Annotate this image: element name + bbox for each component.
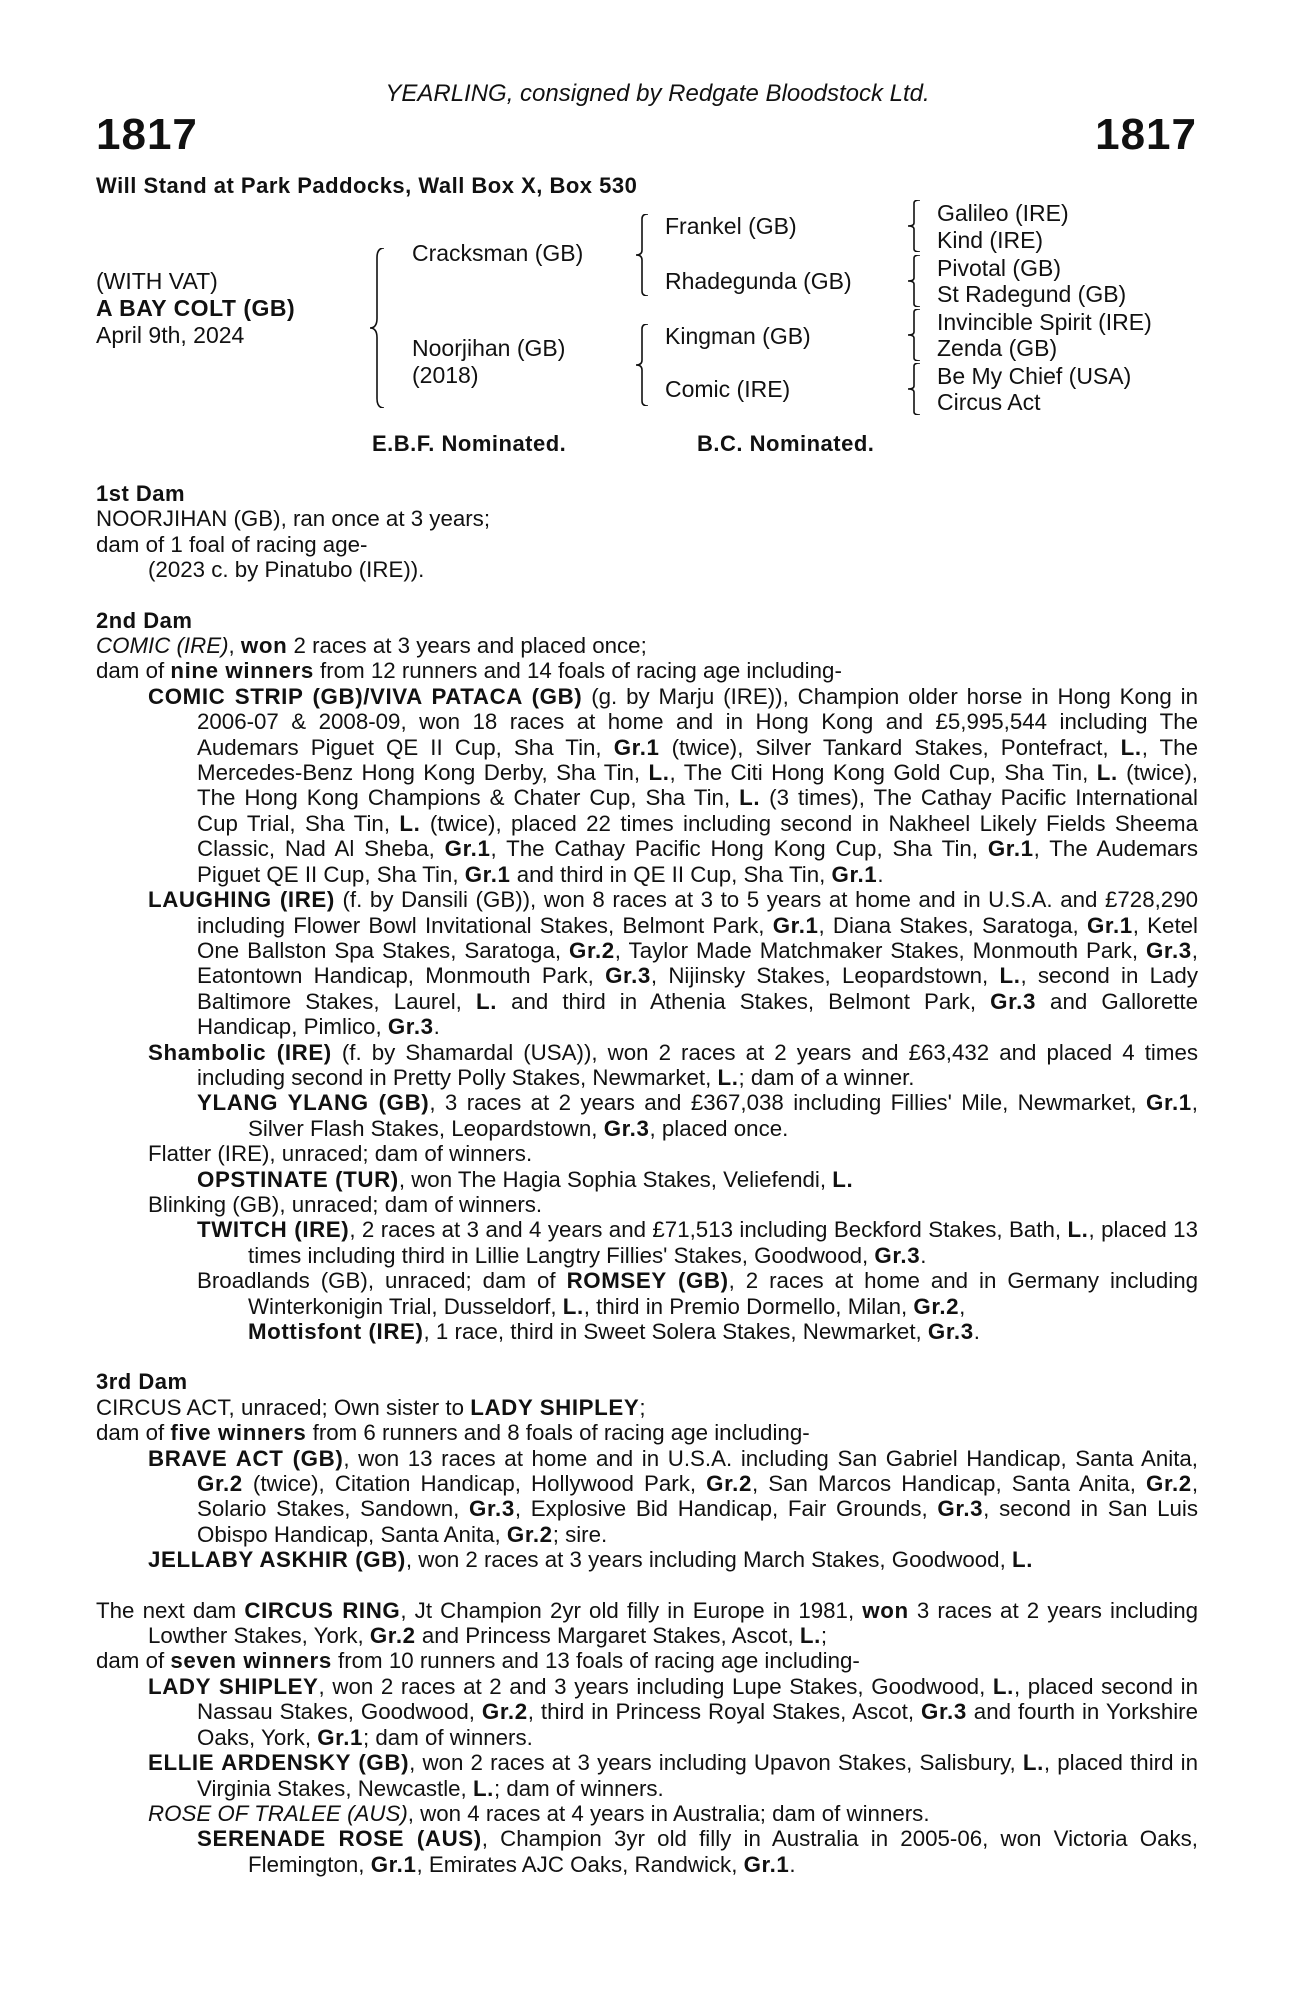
text-run: , Ketel One Ballston Spa Stakes, Saratoga,: [197, 912, 1199, 963]
bold-text: Gr.3: [990, 988, 1036, 1014]
text-run: , won The Hagia Sophia Stakes, Veliefendi,: [398, 1166, 833, 1192]
text-run: , second in Lady Baltimore Stakes, Laurel,: [197, 963, 1198, 1014]
text-run: , Silver Flash Stakes, Leopardstown,: [248, 1090, 1198, 1141]
record-paragraph: [96, 1801, 1198, 1826]
text-run: .: [973, 1319, 980, 1344]
text-run: ,: [228, 633, 241, 659]
section-title: 3rd Dam: [96, 1369, 188, 1395]
record-paragraph: [96, 506, 1198, 531]
bold-text: Gr.3: [921, 1699, 967, 1725]
bold-text: Gr.1: [317, 1724, 364, 1750]
bold-text: L.: [1011, 1547, 1033, 1573]
bold-text: Gr.1: [464, 861, 511, 887]
gen3-ancestor: Circus Act: [937, 389, 1041, 415]
record-paragraph: [96, 1319, 1198, 1344]
bold-text: Gr.1: [370, 1851, 417, 1877]
bold-text: Gr.1: [987, 836, 1034, 862]
dam-section: [96, 1369, 1198, 1572]
record-paragraph: [96, 1167, 1198, 1192]
text-run: , Solario Stakes, Sandown,: [197, 1471, 1199, 1522]
record-paragraph: [96, 684, 1198, 887]
text-run: .: [433, 1014, 440, 1040]
bold-text: Gr.1: [1146, 1090, 1192, 1116]
bold-text: five winners: [170, 1420, 307, 1446]
bold-text: L.: [992, 1673, 1014, 1699]
dam-section: [96, 608, 1198, 1345]
foaling-date: April 9th, 2024: [96, 322, 245, 348]
bold-text: L.: [739, 785, 761, 811]
bold-text: SERENADE ROSE (AUS): [197, 1826, 482, 1852]
granddam-maternal: Comic (IRE): [665, 376, 791, 402]
bold-text: LADY SHIPLEY: [470, 1394, 640, 1420]
text-run: CIRCUS ACT, unraced; Own sister to: [96, 1394, 471, 1420]
bold-text: L.: [1067, 1217, 1089, 1243]
record-paragraph: [96, 1674, 1198, 1750]
lot-number-left: 1817: [96, 110, 198, 159]
gen3-ancestor: Be My Chief (USA): [937, 363, 1132, 389]
text-run: 3 races at 2 years including Lowther Stakes, York,: [148, 1597, 1199, 1649]
text-run: , won 2 races at 3 years including Upavon Stakes, Salisbury,: [409, 1750, 1023, 1776]
text-run: ,: [959, 1293, 966, 1319]
text-run: and Princess Margaret Stakes, Ascot,: [415, 1623, 800, 1649]
bold-text: L.: [399, 810, 421, 836]
text-run: , placed second in Nassau Stakes, Goodwood,: [197, 1673, 1198, 1725]
bold-text: Gr.3: [1145, 937, 1192, 963]
bold-text: Gr.1: [613, 734, 660, 760]
text-run: dam of 1 foal of racing age-: [96, 531, 368, 557]
text-run: (g. by Marju (IRE)), Champion older horse in Hong Kong in 2006-07 & 2008-09, won 18 races at home and in Hong Kong and £5,995,544 including The Audemars Piguet QE II Cup, Sha Tin,: [197, 683, 1198, 760]
grandsire-paternal: Frankel (GB): [665, 213, 797, 239]
ebf-nomination: E.B.F. Nominated.: [372, 431, 567, 456]
record-paragraph: [96, 532, 1198, 557]
bold-text: won: [240, 633, 288, 659]
text-run: (twice), The Hong Kong Champions & Chater Cup, Sha Tin,: [197, 760, 1198, 811]
bold-text: Gr.1: [743, 1851, 790, 1877]
catalogue-subtitle: YEARLING, consigned by Redgate Bloodstock Ltd.: [385, 80, 930, 107]
bold-text: L.: [648, 760, 670, 786]
record-paragraph: [96, 633, 1198, 658]
bold-text: Gr.2: [481, 1699, 528, 1725]
brace-icon: [908, 200, 920, 252]
text-run: and third in Athenia Stakes, Belmont Park,: [496, 988, 991, 1014]
record-paragraph: [96, 1547, 1198, 1572]
text-run: , won 2 races at 2 and 3 years including Lupe Stakes, Goodwood,: [318, 1673, 993, 1699]
text-run: , won 4 races at 4 years in Australia; dam of winners.: [407, 1800, 930, 1826]
text-run: (f. by Shamardal (USA)), won 2 races at 2 years and £63,432 and placed 4 times including second in Pretty Polly Stakes, Newmarket,: [197, 1039, 1198, 1090]
vat-note: (WITH VAT): [96, 268, 218, 294]
gen3-ancestor: St Radegund (GB): [937, 281, 1127, 307]
text-run: , 2 races at 3 and 4 years and £71,513 including Beckford Stakes, Bath,: [349, 1217, 1068, 1243]
record-paragraph: [96, 557, 1198, 582]
record-paragraph: [96, 1826, 1198, 1877]
bold-text: Gr.3: [874, 1242, 921, 1268]
bold-text: L.: [472, 1775, 494, 1801]
bold-text: L.: [999, 963, 1021, 989]
text-run: , The Cathay Pacific Hong Kong Cup, Sha Tin,: [490, 836, 988, 862]
text-run: .: [877, 861, 884, 887]
brace-icon: [908, 255, 920, 307]
bold-text: Gr.1: [772, 912, 819, 938]
text-run: , placed third in Virginia Stakes, Newcastle,: [197, 1750, 1198, 1801]
bold-text: Gr.1: [444, 836, 491, 862]
record-paragraph: [96, 1750, 1198, 1801]
text-run: ; dam of a winner.: [738, 1064, 915, 1090]
text-run: dam of: [96, 1420, 171, 1446]
record-paragraph: [96, 1598, 1198, 1649]
bold-text: Mottisfont (IRE): [248, 1319, 424, 1344]
text-run: , third in Princess Royal Stakes, Ascot,: [527, 1699, 922, 1725]
text-run: ; dam of winners.: [363, 1724, 533, 1750]
text-run: Broadlands (GB), unraced; dam of: [197, 1268, 567, 1294]
text-run: (f. by Dansili (GB)), won 8 races at 3 to 5 years at home and in U.S.A. and £728,290 including Flower Bowl Invitational Stakes, Belmont Park,: [197, 887, 1198, 938]
section-title: 2nd Dam: [96, 607, 193, 633]
text-run: , 2 races at home and in Germany including Winterkonigin Trial, Dusseldorf,: [248, 1268, 1198, 1319]
record-paragraph: [96, 1141, 1198, 1166]
text-run: ;: [820, 1623, 828, 1649]
text-run: (twice), Citation Handicap, Hollywood Park,: [242, 1471, 707, 1497]
text-run: and fourth in Yorkshire Oaks, York,: [197, 1699, 1199, 1750]
bold-text: TWITCH (IRE): [197, 1217, 350, 1243]
bold-text: Gr.3: [605, 963, 651, 989]
text-run: , Explosive Bid Handicap, Fair Grounds,: [514, 1496, 938, 1522]
stabling-location: Will Stand at Park Paddocks, Wall Box X, Box 530: [96, 173, 638, 198]
text-run: ; sire.: [552, 1521, 608, 1547]
text-run: , Jt Champion 2yr old filly in Europe in 1981,: [400, 1597, 863, 1623]
bold-text: Gr.2: [1146, 1471, 1192, 1497]
text-run: , Emirates AJC Oaks, Randwick,: [416, 1851, 744, 1877]
gen3-ancestor: Pivotal (GB): [937, 255, 1061, 281]
brace-icon: [370, 248, 384, 408]
bold-text: YLANG YLANG (GB): [197, 1090, 430, 1116]
bold-text: nine winners: [170, 658, 314, 684]
bold-text: Gr.3: [937, 1496, 984, 1522]
text-run: from 10 runners and 13 foals of racing age including-: [331, 1648, 860, 1674]
bold-text: L.: [832, 1166, 854, 1192]
text-run: .: [789, 1851, 796, 1877]
dam-section: [96, 1598, 1198, 1877]
text-run: dam of: [96, 1648, 171, 1674]
bold-text: LAUGHING (IRE): [148, 887, 335, 913]
text-run: Blinking (GB), unraced; dam of winners.: [148, 1191, 543, 1217]
text-run: from 12 runners and 14 foals of racing age including-: [313, 658, 842, 684]
text-run: and Gallorette Handicap, Pimlico,: [197, 988, 1199, 1040]
bold-text: BRAVE ACT (GB): [148, 1445, 344, 1471]
bold-text: L.: [1096, 760, 1118, 786]
section-title: 1st Dam: [96, 481, 186, 506]
text-run: , 3 races at 2 years and £367,038 including Fillies' Mile, Newmarket,: [429, 1090, 1146, 1116]
text-run: , second in San Luis Obispo Handicap, Santa Anita,: [197, 1496, 1198, 1547]
bold-text: Gr.2: [706, 1471, 752, 1497]
bold-text: L.: [1022, 1750, 1044, 1776]
record-paragraph: [96, 658, 1198, 683]
record-paragraph: [96, 1192, 1198, 1217]
text-run: , The Mercedes-Benz Hong Kong Derby, Sha Tin,: [197, 734, 1198, 786]
text-run: from 6 runners and 8 foals of racing age including-: [306, 1420, 810, 1446]
bold-text: L.: [717, 1064, 739, 1090]
text-run: , Eatontown Handicap, Monmouth Park,: [197, 937, 1198, 989]
bold-text: L.: [562, 1293, 584, 1319]
text-run: (twice), placed 22 times including second in Nakheel Likely Fields Sheema Classic, Nad Al Sheba,: [197, 810, 1198, 862]
text-run: , Diana Stakes, Saratoga,: [818, 912, 1087, 938]
text-run: (twice), Silver Tankard Stakes, Pontefract,: [659, 734, 1121, 760]
record-paragraph: [96, 1648, 1198, 1673]
gen3-ancestor: Zenda (GB): [937, 335, 1058, 361]
text-run: Flatter (IRE), unraced; dam of winners.: [148, 1141, 533, 1167]
record-paragraph: [96, 1420, 1198, 1445]
bold-text: Gr.2: [506, 1521, 553, 1547]
record-paragraph: [96, 1395, 1198, 1420]
grandsire-maternal: Kingman (GB): [665, 323, 811, 349]
text-run: , Champion 3yr old filly in Australia in 2005-06, won Victoria Oaks, Flemington,: [248, 1826, 1198, 1877]
horse-name: A BAY COLT (GB): [96, 295, 296, 321]
text-run: 2 races at 3 years and placed once;: [287, 633, 647, 659]
record-paragraph: [96, 1446, 1198, 1548]
bold-text: seven winners: [170, 1648, 332, 1674]
gen3-ancestor: Kind (IRE): [937, 227, 1044, 253]
text-run: ;: [639, 1394, 646, 1420]
dam-section: [96, 481, 1198, 583]
bold-text: Gr.3: [469, 1496, 515, 1522]
bold-text: L.: [1120, 734, 1142, 760]
bold-text: CIRCUS RING: [244, 1597, 401, 1623]
text-run: The next dam: [96, 1597, 245, 1623]
brace-icon: [636, 214, 648, 296]
bc-nomination: B.C. Nominated.: [697, 431, 875, 456]
bold-text: LADY SHIPLEY: [148, 1673, 319, 1699]
text-run: , Nijinsky Stakes, Leopardstown,: [650, 963, 1000, 989]
record-paragraph: [96, 1090, 1198, 1141]
gen3-ancestor: Invincible Spirit (IRE): [937, 309, 1152, 335]
lot-number-right: 1817: [1095, 110, 1197, 159]
bold-text: Gr.1: [831, 861, 878, 887]
brace-icon: [908, 309, 920, 361]
text-run: , 1 race, third in Sweet Solera Stakes, Newmarket,: [423, 1319, 928, 1344]
dam: Noorjihan (GB): [412, 335, 566, 361]
bold-text: ROMSEY (GB): [566, 1268, 729, 1294]
granddam-paternal: Rhadegunda (GB): [665, 268, 852, 294]
gen3-ancestor: Galileo (IRE): [937, 200, 1069, 226]
text-run: (3 times), The Cathay Pacific International Cup Trial, Sha Tin,: [197, 785, 1198, 836]
bold-text: ELLIE ARDENSKY (GB): [148, 1750, 410, 1776]
bold-text: OPSTINATE (TUR): [197, 1166, 399, 1192]
text-run: ; dam of winners.: [493, 1775, 664, 1801]
brace-icon: [636, 324, 648, 406]
record-paragraph: [96, 1217, 1198, 1268]
text-run: , won 13 races at home and in U.S.A. including San Gabriel Handicap, Santa Anita,: [343, 1445, 1198, 1471]
sire: Cracksman (GB): [412, 240, 584, 266]
bold-text: Gr.2: [913, 1293, 960, 1319]
text-run: , third in Premio Dormello, Milan,: [583, 1293, 914, 1319]
text-run: , placed 13 times including third in Lillie Langtry Fillies' Stakes, Goodwood,: [248, 1217, 1198, 1268]
bold-text: Gr.1: [1086, 912, 1133, 938]
text-run: and third in QE II Cup, Sha Tin,: [510, 861, 832, 887]
bold-text: Gr.2: [369, 1623, 416, 1649]
italic-text: ROSE OF TRALEE (AUS): [148, 1800, 408, 1826]
text-run: , The Audemars Piguet QE II Cup, Sha Tin,: [197, 836, 1198, 887]
record-paragraph: [96, 887, 1198, 1039]
text-run: NOORJIHAN (GB), ran once at 3 years;: [96, 506, 491, 532]
bold-text: Gr.3: [603, 1115, 650, 1141]
bold-text: Gr.2: [569, 937, 615, 963]
dam-year: (2018): [412, 362, 479, 388]
bold-text: Gr.2: [197, 1471, 243, 1497]
bold-text: Gr.3: [387, 1014, 434, 1040]
text-run: , Taylor Made Matchmaker Stakes, Monmouth Park,: [614, 937, 1146, 963]
record-paragraph: [96, 1268, 1198, 1319]
bold-text: won: [862, 1597, 909, 1623]
text-run: , San Marcos Handicap, Santa Anita,: [751, 1471, 1147, 1497]
produce-record: [96, 481, 1198, 1902]
bold-text: Shambolic (IRE): [148, 1039, 332, 1065]
text-run: .: [920, 1242, 927, 1268]
text-run: dam of: [96, 658, 171, 684]
bold-text: L.: [799, 1623, 821, 1649]
bold-text: Gr.3: [927, 1319, 974, 1344]
record-paragraph: [96, 1040, 1198, 1091]
bold-text: COMIC STRIP (GB)/VIVA PATACA (GB): [148, 683, 583, 709]
text-run: , won 2 races at 3 years including March Stakes, Goodwood,: [405, 1547, 1012, 1573]
brace-icon: [908, 363, 920, 415]
bold-text: JELLABY ASKHIR (GB): [148, 1547, 406, 1573]
bold-text: L.: [475, 988, 497, 1014]
text-run: (2023 c. by Pinatubo (IRE)).: [148, 557, 425, 583]
text-run: , placed once.: [649, 1115, 789, 1141]
text-run: , The Citi Hong Kong Gold Cup, Sha Tin,: [669, 760, 1097, 786]
italic-text: COMIC (IRE): [96, 633, 229, 659]
